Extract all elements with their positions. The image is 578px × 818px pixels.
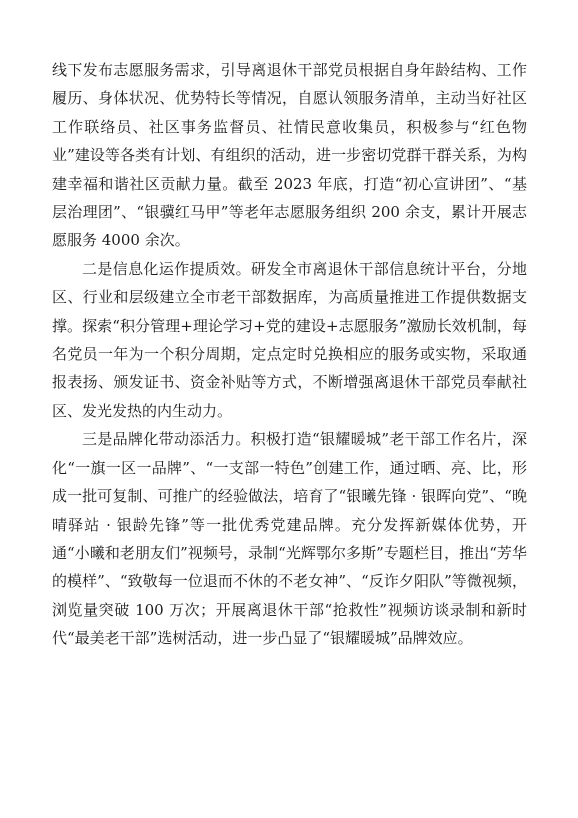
document-body: [52, 56, 527, 653]
paragraph-branding: 三是品牌化带动添活力。积极打造“银耀暖城”老干部工作名片，深化“一旗一区一品牌”、“一支部一特色”创建工作，通过晒、亮、比，形成一批可复制、可推广的经验做法，培育了“银曦先锋 · 银晖向党”、“晚晴驿站 · 银龄先锋”等一批优秀党建品牌。充分发挥新媒体优势，开通“小曦和老朋友们”视频号，录制“光辉鄂尔多斯”专题栏目，推出“芳华的模样”、“致敬每一位退而不休的不老女神”、“反诈夕阳队”等微视频，浏览量突破 100 万次；开展离退休干部“抢救性”视频访谈录制和新时代“最美老干部”选树活动，进一步凸显了“银耀暖城”品牌效应。: [52, 430, 527, 648]
paragraph-informatization: 二是信息化运作提质效。研发全市离退休干部信息统计平台，分地区、行业和层级建立全市老干部数据库，为高质量推进工作提供数据支撑。探索“积分管理+理论学习+党的建设+志愿服务”激励长效机制，每名党员一年为一个积分周期，定点定时兑换相应的服务或实物，采取通报表扬、颁发证书、资金补贴等方式，不断增强离退休干部党员奉献社区、发光发热的内生动力。: [52, 259, 527, 420]
paragraph-volunteer-service: 线下发布志愿服务需求，引导离退休干部党员根据自身年龄结构、工作履历、身体状况、优势特长等情况，自愿认领服务清单，主动当好社区工作联络员、社区事务监督员、社情民意收集员，积极参与“红色物业”建设等各类有计划、有组织的活动，进一步密切党群干群关系，为构建幸福和谐社区贡献力量。截至 2023 年底，打造“初心宣讲团”、“基层治理团”、“银骥红马甲”等老年志愿服务组织 200 余支，累计开展志愿服务 4000 余次。: [52, 61, 527, 250]
